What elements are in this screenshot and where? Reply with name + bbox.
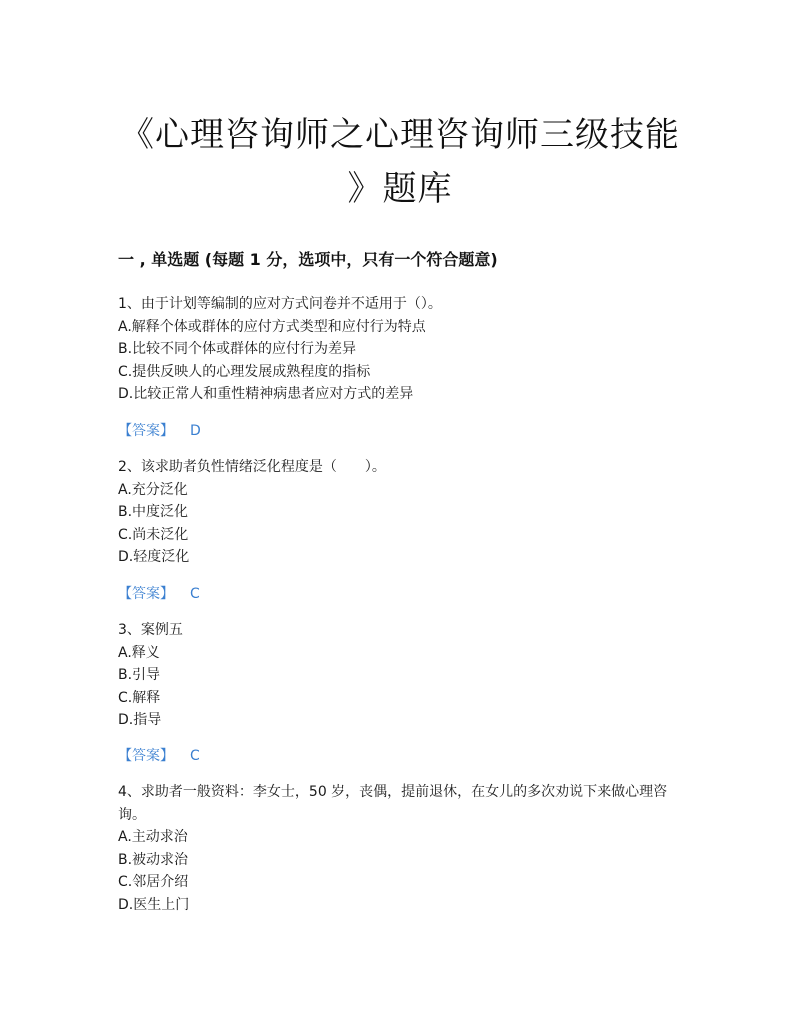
option-d: D.指导 <box>118 712 162 728</box>
question-4 <box>118 781 688 916</box>
title-line-2: 》题库 <box>347 169 453 209</box>
question-stem: 1、由于计划等编制的应对方式问卷并不适用于（）。 <box>118 296 442 312</box>
answer-label: 【答案】 <box>118 748 174 764</box>
question-stem: 2、该求助者负性情绪泛化程度是（ ）。 <box>118 459 386 475</box>
answer-value: C <box>190 586 200 602</box>
option-c: C.邻居介绍 <box>118 874 189 890</box>
option-b: B.中度泛化 <box>118 504 189 520</box>
question-2 <box>118 456 688 569</box>
question-1 <box>118 293 688 406</box>
option-a: A.充分泛化 <box>118 481 188 498</box>
answer-label: 【答案】 <box>118 423 174 439</box>
answer-value: D <box>190 423 201 439</box>
answer-2 <box>118 583 200 603</box>
answer-label: 【答案】 <box>118 586 174 602</box>
option-b: B.比较不同个体或群体的应付行为差异 <box>118 341 357 357</box>
question-stem: 3、案例五 <box>118 622 183 638</box>
question-stem: 4、求助者一般资料：李女士，50 岁，丧偶，提前退休，在女儿的多次劝说下来做心理咨询。 <box>118 784 668 823</box>
option-d: D.轻度泛化 <box>118 549 190 565</box>
option-c: C.提供反映人的心理发展成熟程度的指标 <box>118 363 371 380</box>
option-d: D.医生上门 <box>118 896 190 913</box>
option-b: B.引导 <box>118 667 161 683</box>
section-heading: 一 , 单选题 (每题 1 分，选项中，只有一个符合题意) <box>118 250 498 269</box>
question-3 <box>118 619 688 732</box>
answer-value: C <box>190 748 200 764</box>
document-title <box>60 108 740 216</box>
answer-1 <box>118 420 201 440</box>
option-c: C.解释 <box>118 689 161 706</box>
title-line-1: 《心理咨询师之心理咨询师三级技能 <box>120 115 680 155</box>
option-a: A.主动求治 <box>118 829 188 845</box>
option-a: A.释义 <box>118 644 160 661</box>
option-a: A.解释个体或群体的应付方式类型和应付行为特点 <box>118 318 426 335</box>
option-d: D.比较正常人和重性精神病患者应对方式的差异 <box>118 386 414 402</box>
option-c: C.尚未泛化 <box>118 526 189 543</box>
answer-3 <box>118 745 200 765</box>
option-b: B.被动求治 <box>118 851 189 868</box>
